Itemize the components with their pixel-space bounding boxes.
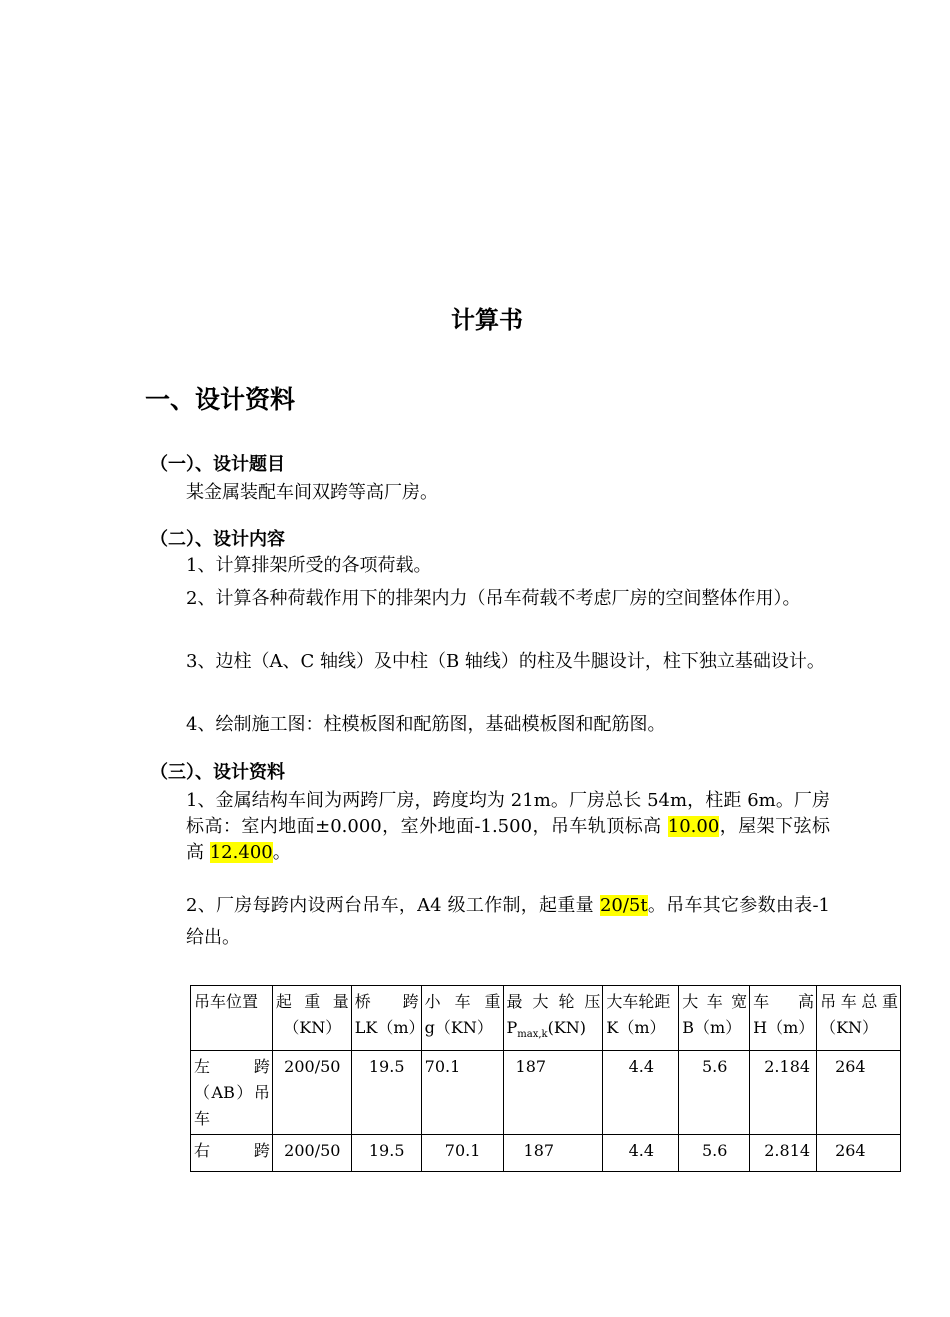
materials-paragraph-2 — [186, 890, 830, 954]
total-weight-cell: 264 — [817, 1051, 901, 1135]
truss-elevation-highlight: 12.400 — [209, 842, 273, 863]
content-item-4: 4、绘制施工图：柱模板图和配筋图，基础模板图和配筋图。 — [186, 714, 666, 735]
header-cell — [750, 986, 817, 1051]
width-cell: 5.6 — [679, 1051, 750, 1135]
crane-parameter-table — [190, 985, 901, 1172]
wheelbase-cell: 4.4 — [603, 1051, 679, 1135]
content-item-2: 2、计算各种荷载作用下的排架内力（吊车荷载不考虑厂房的空间整体作用）。 — [186, 588, 801, 609]
trolley-cell: 70.1 — [421, 1051, 503, 1135]
header-label: 大车轮距 — [606, 992, 671, 1011]
span-cell: 19.5 — [351, 1051, 421, 1135]
header-label: 吊车位置 — [194, 992, 259, 1011]
header-cell — [351, 986, 425, 1051]
table-row — [191, 1135, 901, 1172]
subheading-materials: （三）、设计资料 — [150, 762, 285, 783]
rail-elevation-highlight: 10.00 — [667, 816, 720, 837]
materials-p2-text-a: 2、厂房每跨内设两台吊车，A4 级工作制，起重量 — [186, 895, 600, 916]
table-row — [191, 1051, 901, 1135]
header-unit: K（m） — [606, 1018, 666, 1037]
materials-p1-text-b: ，屋架下弦标高 — [186, 816, 830, 863]
header-unit: LK（m） — [354, 1018, 425, 1037]
section-heading-design-data: 一、设计资料 — [145, 385, 296, 414]
header-label: 大车宽 — [682, 992, 748, 1011]
height-cell: 2.814 — [750, 1135, 817, 1172]
total-weight-cell: 264 — [817, 1135, 901, 1172]
wheelbase-cell: 4.4 — [603, 1135, 679, 1172]
span-cell: 19.5 — [351, 1135, 421, 1172]
document-title: 计算书 — [451, 306, 523, 334]
header-unit-symbol: P — [506, 1018, 518, 1037]
header-unit: H（m） — [753, 1018, 815, 1037]
header-cell — [817, 986, 901, 1051]
materials-paragraph-1 — [186, 788, 830, 866]
header-unit: （KN） — [820, 1018, 879, 1037]
height-cell: 2.184 — [750, 1051, 817, 1135]
capacity-highlight: 20/5t — [599, 895, 648, 916]
header-cell — [603, 986, 679, 1051]
capacity-cell: 200/50 — [272, 1135, 351, 1172]
header-unit — [507, 1015, 601, 1048]
header-label: 最大轮压 — [506, 992, 601, 1011]
materials-p2-text-b: 。吊车其它参数由表-1 给出。 — [186, 895, 830, 948]
header-cell — [503, 986, 603, 1051]
materials-p1-text-a: 1、金属结构车间为两跨厂房，跨度均为 21m。厂房总长 54m，柱距 6m。厂房标高：室内地面±0.000，室外地面-1.500，吊车轨顶标高 — [186, 790, 830, 837]
trolley-cell: 70.1 — [421, 1135, 503, 1172]
header-unit: B（m） — [682, 1018, 742, 1037]
materials-p1-text-c: 。 — [272, 842, 291, 863]
width-cell: 5.6 — [679, 1135, 750, 1172]
wheel-load-cell: 187 — [503, 1051, 603, 1135]
capacity-cell: 200/50 — [272, 1051, 351, 1135]
header-unit-subscript: max,k — [517, 1029, 548, 1041]
header-label: 吊车总重 — [820, 992, 898, 1011]
content-item-1: 1、计算排架所受的各项荷载。 — [186, 555, 432, 576]
position-cell: 右跨 — [191, 1135, 273, 1172]
header-label: 起重量 — [275, 992, 349, 1011]
header-label: 车高 — [753, 992, 815, 1011]
header-cell — [421, 986, 503, 1051]
table-header-row — [191, 986, 901, 1051]
wheel-load-cell: 187 — [503, 1135, 603, 1172]
header-cell — [679, 986, 750, 1051]
header-unit-suffix: (KN) — [547, 1018, 587, 1037]
subheading-content: （二）、设计内容 — [150, 529, 285, 550]
subheading-topic: （一）、设计题目 — [150, 454, 285, 475]
position-cell: 左跨（AB）吊车 — [191, 1051, 273, 1135]
header-label: 小车重 — [424, 992, 501, 1011]
header-cell — [272, 986, 351, 1051]
header-unit: g（KN） — [424, 1018, 493, 1037]
topic-text: 某金属装配车间双跨等高厂房。 — [186, 482, 438, 503]
header-unit: （KN） — [283, 1018, 342, 1037]
content-item-3: 3、边柱（A、C 轴线）及中柱（B 轴线）的柱及牛腿设计，柱下独立基础设计。 — [186, 651, 825, 672]
header-label: 桥跨 — [354, 992, 419, 1011]
header-cell — [191, 986, 273, 1051]
